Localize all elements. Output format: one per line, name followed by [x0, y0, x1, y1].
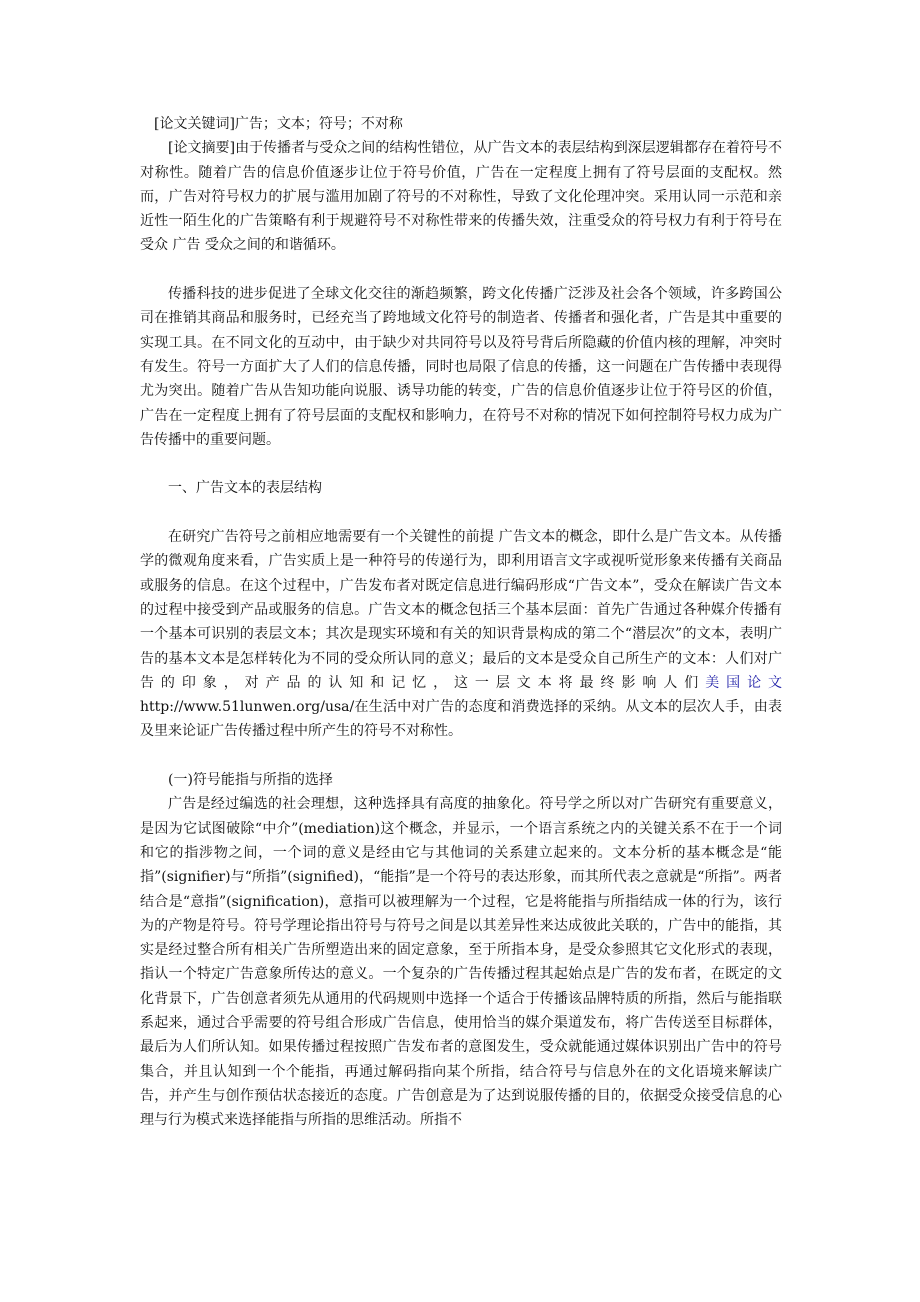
intro-paragraph: 传播科技的进步促进了全球文化交往的渐趋频繁，跨文化传播广泛涉及社会各个领域，许多跨国公司在推销其商品和服务时，已经充当了跨地域文化符号的制造者、传播者和强化者，广告是其中重要的实现工具。在不同文化的互动中，由于缺少对共同符号以及符号背后所隐藏的价值内核的理解，冲突时有发生。符号一方面扩大了人们的信息传播，同时也局限了信息的传播，这一问题在广告传播中表现得尤为突出。随着广告从告知功能向说服、诱导功能的转变，广告的信息价值逐步让位于符号区的价值，广告在一定程度上拥有了符号层面的支配权和影响力，在符号不对称的情况下如何控制符号权力成为广告传播中的重要问题。: [140, 286, 782, 448]
section-1-text-a: 在研究广告符号之前相应地需要有一个关键性的前提 广告文本的概念，即什么是广告文本。从传播学的微观角度来看，广告实质上是一种符号的传递行为，即利用语言文字或视听觉形象来传播有关商品或服务的信息。在这个过程中，广告发布者对既定信息进行编码形成“广告文本”，受众在解读广告文本的过程中接受到产品或服务的信息。广告文本的概念包括三个基本层面：首先广告通过各种媒介传播有一个基本可识别的表层文本；其次是现实环境和有关的知识背景构成的第二个“潜层次”的文本，表明广告的基本文本是怎样转化为不同的受众所认同的意义；最后的文本是受众自己所生产的文本：人们对广告的印象，对产品的认知和记忆，这一层文本将最终影响人们: [140, 529, 782, 691]
article-link[interactable]: 美国论文: [705, 674, 783, 691]
section-1-paragraph: [140, 525, 782, 744]
subsection-heading-1: (一)符号能指与所指的选择: [168, 772, 333, 789]
spacer: [140, 501, 782, 525]
section-heading-1: 一、广告文本的表层结构: [168, 480, 322, 497]
section-1-text-b: 在生活中对广告的态度和消费选择的采纳。从文本的层次人手，由表及里来论证广告传播过程中所产生的符号不对称性。: [140, 699, 782, 740]
keywords-line: [论文关键词]广告；文本；符号；不对称: [154, 116, 403, 132]
article-url[interactable]: http://www.51lunwen.org/usa/: [140, 699, 355, 716]
abstract-paragraph: [论文摘要]由于传播者与受众之间的结构性错位，从广告文本的表层结构到深层逻辑都存在着符号不对称性。随着广告的信息价值逐步让位于符号价值，广告在一定程度上拥有了符号层面的支配权。然而，广告对符号权力的扩展与滥用加剧了符号的不对称性，导致了文化伦理冲突。采用认同一示范和亲近性一陌生化的广告策略有利于规避符号不对称性带来的传播失效，注重受众的符号权力有利于符号在受众 广告 受众之间的和谐循环。: [140, 140, 782, 254]
subsection-1-paragraph: 广告是经过编选的社会理想，这种选择具有高度的抽象化。符号学之所以对广告研究有重要意义，是因为它试图破除“中介”(mediation)这个概念，并显示，一个语言系统之内的关键关系不在于一个词和它的指涉物之间，一个词的意义是经由它与其他词的关系建立起来的。文本分析的基本概念是“能指”(signifier)与“所指”(signified)，“能指”是一个符号的表达形象，而其所代表之意就是“所指”。两者结合是“意指”(signification)，意指可以被理解为一个过程，它是将能指与所指结成一体的行为，该行为的产物是符号。符号学理论指出符号与符号之间是以其差异性来达成彼此关联的，广告中的能指，其实是经过整合所有相关广告所塑造出来的固定意象，至于所指本身，是受众参照其它文化形式的表现，指认一个特定广告意象所传达的意义。一个复杂的广告传播过程其起始点是广告的发布者，在既定的文化背景下，广告创意者须先从通用的代码规则中选择一个适合于传播该品牌特质的所指，然后与能指联系起来，通过合乎需要的符号组合形成广告信息，使用恰当的媒介渠道发布，将广告传送至目标群体，最后为人们所认知。如果传播过程按照广告发布者的意图发生，受众就能通过媒体识别出广告中的符号集合，并且认知到一个个能指，再通过解码指向某个所指，结合符号与信息外在的文化语境来解读广告，并产生与创作预估状态接近的态度。广告创意是为了达到说服传播的目的，依据受众接受信息的心理与行为模式来选择能指与所指的思维活动。所指不: [140, 796, 782, 1129]
spacer: [140, 258, 782, 282]
spacer: [140, 452, 782, 476]
spacer: [140, 744, 782, 768]
document-body: [140, 112, 782, 1132]
